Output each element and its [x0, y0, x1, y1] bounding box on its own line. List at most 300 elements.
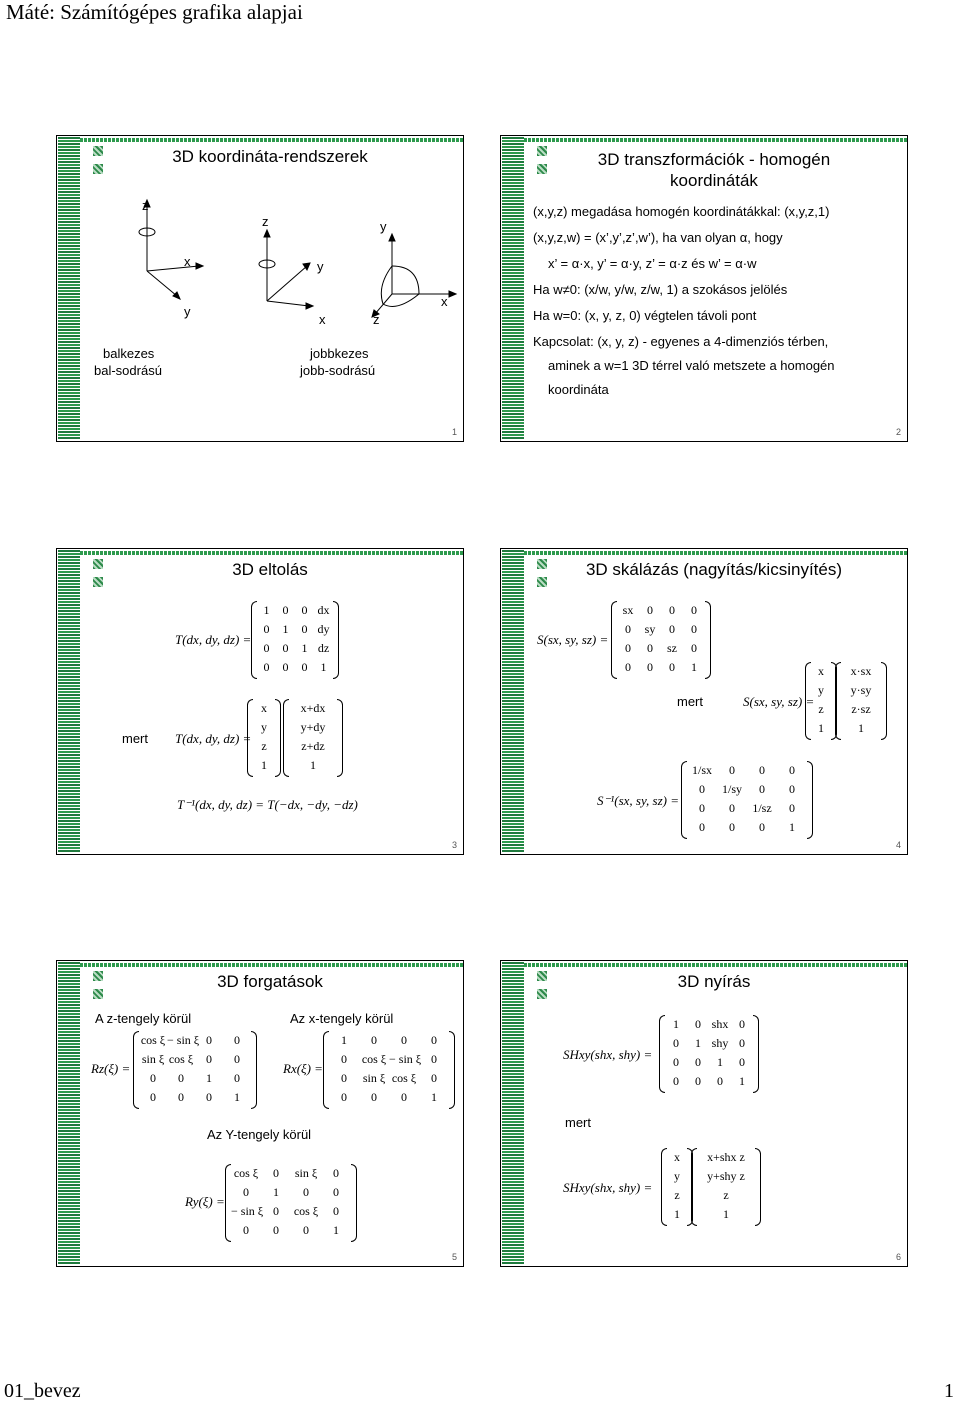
vector-row — [667, 1167, 687, 1186]
matrix-cell: 0 — [789, 782, 795, 796]
matrix-row — [687, 799, 807, 818]
matrix-bracket — [755, 1148, 761, 1226]
matrix-bracket — [323, 1031, 329, 1109]
matrix-cell: 0 — [263, 660, 270, 674]
footer-page-number: 1 — [944, 1380, 954, 1402]
matrix-cell: 0 — [739, 1017, 745, 1031]
matrix-row — [231, 1202, 351, 1221]
axis-label-z: z — [142, 198, 149, 213]
text-line: aminek a w=1 3D térrel való metszete a homogén — [548, 358, 835, 373]
vector-row — [253, 699, 275, 718]
matrix-cell: 0 — [206, 1090, 212, 1104]
matrix-cell: 0 — [243, 1223, 249, 1237]
matrix-row — [329, 1031, 449, 1050]
matrix-cell: 0 — [739, 1055, 745, 1069]
matrix-cell: 0 — [695, 1017, 701, 1031]
matrix-cell: 1 — [739, 1074, 745, 1088]
inverse-translation: T⁻¹(dx, dy, dz) = T(−dx, −dy, −dz) — [177, 797, 358, 812]
matrix-cell: 0 — [206, 1033, 212, 1047]
vector-row — [289, 737, 337, 756]
matrix-cell: 0 — [691, 622, 697, 636]
slide-number: 3 — [451, 840, 457, 850]
matrix-bracket — [275, 699, 281, 777]
slide-stripe — [502, 137, 524, 440]
input-vector — [811, 662, 831, 738]
matrix-bracket — [351, 1164, 357, 1242]
matrix-row — [231, 1221, 351, 1240]
rz-lhs: Rz(ξ) = — [91, 1061, 131, 1076]
slide-number: 1 — [451, 427, 457, 437]
shear-matrix — [665, 1015, 753, 1091]
matrix-cell: dz — [317, 641, 330, 655]
matrix-bracket — [333, 601, 339, 679]
matrix-cell: 1 — [273, 1185, 279, 1199]
vector-row — [697, 1186, 755, 1205]
matrix-row — [665, 1053, 753, 1072]
left-caption-line2: bal-sodrású — [94, 363, 162, 378]
matrix-cell: 0 — [282, 641, 289, 655]
vector-row — [667, 1148, 687, 1167]
text-line: x’ = α·x, y’ = α·y, z’ = α·z és w’ = α·w — [548, 256, 757, 271]
matrix-cell: 0 — [739, 1036, 745, 1050]
matrix-cell: 1 — [320, 660, 327, 674]
matrix-cell: 0 — [263, 622, 270, 636]
matrix-cell: 0 — [431, 1052, 437, 1066]
vector-cell: 1 — [674, 1207, 680, 1221]
matrix-row — [665, 1015, 753, 1034]
slide-title: 3D nyírás — [677, 972, 751, 991]
matrix-cell: sz — [667, 641, 677, 655]
matrix-cell: 1 — [282, 622, 289, 636]
matrix-cell: 0 — [431, 1071, 437, 1085]
matrix-cell: 0 — [729, 801, 735, 815]
matrix-cell: 0 — [303, 1223, 309, 1237]
matrix-cell: 0 — [695, 1055, 701, 1069]
matrix-cell: 1/sy — [721, 782, 742, 796]
vector-row — [667, 1186, 687, 1205]
matrix-cell: 0 — [673, 1074, 679, 1088]
matrix-cell: − sin ξ — [167, 1033, 200, 1047]
matrix-cell: 0 — [699, 782, 705, 796]
matrix-cell: 1 — [341, 1033, 347, 1047]
mert-label: mert — [122, 731, 148, 746]
vector-row — [697, 1205, 755, 1224]
slide-topbar — [80, 963, 463, 967]
rz-matrix — [139, 1031, 251, 1107]
matrix-bracket — [807, 761, 813, 839]
slide-stripe — [58, 962, 80, 1265]
matrix-cell: − sin ξ — [389, 1052, 422, 1066]
vector-row — [841, 662, 881, 681]
matrix-cell: 1 — [789, 820, 795, 834]
axis-label-x: x — [184, 254, 191, 269]
vector-row — [811, 719, 831, 738]
matrix-cell: sx — [622, 603, 634, 617]
matrix-cell: 0 — [234, 1052, 240, 1066]
matrix-row — [139, 1050, 251, 1069]
matrix-row — [329, 1069, 449, 1088]
matrix-cell: 0 — [625, 622, 631, 636]
mert-label: mert — [677, 694, 703, 709]
left-caption-line1: balkezes — [103, 346, 155, 361]
matrix-cell: 1 — [206, 1071, 212, 1085]
matrix-cell: 0 — [431, 1033, 437, 1047]
shear-lhs-applied: SHxy(shx, shy) = — [563, 1180, 653, 1195]
matrix-cell: 0 — [341, 1090, 347, 1104]
matrix-cell: 1 — [234, 1090, 240, 1104]
matrix-cell: cos ξ — [361, 1052, 387, 1066]
slide-stripe — [58, 137, 80, 440]
matrix-bracket — [835, 662, 841, 740]
matrix-cell: 0 — [647, 660, 653, 674]
matrix-row — [687, 761, 807, 780]
axis-label-z: z — [373, 312, 380, 327]
shear-lhs: SHxy(shx, shy) = — [563, 1047, 653, 1062]
matrix-cell: 0 — [303, 1185, 309, 1199]
slide-topbar — [524, 963, 907, 967]
slide-title: 3D eltolás — [232, 560, 308, 579]
text-line: (x,y,z,w) = (x’,y’,z’,w’), ha van olyan α, hogy — [533, 230, 783, 245]
text-line: koordináta — [548, 382, 609, 397]
matrix-cell: 1/sz — [752, 801, 772, 815]
slide-number: 4 — [895, 840, 901, 850]
matrix-row — [139, 1088, 251, 1107]
ry-lhs: Ry(ξ) = — [185, 1194, 225, 1209]
slide-title: 3D koordináta-rendszerek — [172, 147, 368, 166]
translation-lhs: T(dx, dy, dz) = — [175, 632, 252, 647]
matrix-cell: 0 — [243, 1185, 249, 1199]
matrix-cell: 0 — [301, 660, 308, 674]
matrix-cell: cos ξ — [391, 1071, 417, 1085]
vector-cell: z·sz — [851, 702, 871, 716]
slide-number: 2 — [895, 427, 901, 437]
slide-1 — [56, 135, 464, 442]
mert-label: mert — [565, 1115, 591, 1130]
inverse-scaling-matrix — [687, 761, 807, 837]
vector-cell: y+shy z — [707, 1169, 745, 1183]
matrix-cell: 0 — [178, 1090, 184, 1104]
matrix-cell: shx — [711, 1017, 729, 1031]
matrix-cell: sin ξ — [294, 1166, 318, 1180]
vector-row — [697, 1167, 755, 1186]
matrix-cell: 0 — [150, 1090, 156, 1104]
vector-row — [253, 756, 275, 775]
axis-label-y: y — [380, 219, 387, 234]
vector-cell: 1 — [310, 758, 316, 772]
scaling-matrix — [617, 601, 705, 677]
slide-number: 6 — [895, 1252, 901, 1262]
matrix-cell: sin ξ — [362, 1071, 386, 1085]
matrix-cell: 0 — [647, 603, 653, 617]
matrix-row — [665, 1034, 753, 1053]
matrix-cell: 0 — [263, 641, 270, 655]
vector-row — [697, 1148, 755, 1167]
matrix-cell: 0 — [301, 603, 308, 617]
matrix-bracket — [225, 1164, 231, 1242]
slide-topbar — [524, 138, 907, 142]
axis-label-x: x — [319, 312, 326, 327]
scaling-lhs: S(sx, sy, sz) = — [537, 632, 609, 647]
matrix-bracket — [247, 699, 253, 777]
text-line: (x,y,z) megadása homogén koordinátákkal: (x,y,z,1) — [533, 204, 830, 219]
matrix-bracket — [805, 662, 811, 740]
matrix-cell: 1 — [333, 1223, 339, 1237]
matrix-cell: dx — [317, 603, 330, 617]
output-vector — [289, 699, 337, 775]
matrix-bracket — [681, 761, 687, 839]
right-caption-line2: jobb-sodrású — [300, 363, 376, 378]
matrix-bracket — [449, 1031, 455, 1109]
matrix-bracket — [691, 1148, 697, 1226]
vector-cell: z — [723, 1188, 729, 1202]
matrix-cell: 1/sx — [691, 763, 712, 777]
slide-number: 5 — [451, 1252, 457, 1262]
vector-row — [841, 681, 881, 700]
matrix-row — [617, 601, 705, 620]
matrix-row — [257, 639, 333, 658]
matrix-bracket — [661, 1148, 667, 1226]
matrix-cell: 0 — [789, 801, 795, 815]
vector-cell: z — [261, 739, 267, 753]
matrix-cell: 0 — [282, 660, 289, 674]
matrix-row — [139, 1031, 251, 1050]
output-vector — [841, 662, 881, 738]
matrix-cell: 0 — [673, 1055, 679, 1069]
matrix-cell: 0 — [333, 1204, 339, 1218]
vector-row — [253, 718, 275, 737]
rx-matrix — [329, 1031, 449, 1107]
matrix-cell: 0 — [625, 660, 631, 674]
scaling-lhs-applied: S(sx, sy, sz) = — [743, 694, 815, 709]
matrix-cell: 0 — [669, 622, 675, 636]
matrix-cell: 0 — [673, 1036, 679, 1050]
footer-filename: 01_bevez — [4, 1380, 81, 1402]
matrix-cell: sy — [644, 622, 656, 636]
z-axis-rotation-label: A z-tengely körül — [95, 1011, 192, 1026]
inverse-scaling-lhs: S⁻¹(sx, sy, sz) = — [597, 793, 679, 808]
matrix-bracket — [611, 601, 617, 679]
matrix-cell: 0 — [729, 820, 735, 834]
matrix-cell: 1 — [673, 1017, 679, 1031]
slide-topbar — [80, 138, 463, 142]
vector-row — [811, 681, 831, 700]
matrix-cell: cos ξ — [233, 1166, 259, 1180]
axis-label-y: y — [317, 259, 324, 274]
vector-cell: 1 — [261, 758, 267, 772]
matrix-cell: 0 — [371, 1090, 377, 1104]
vector-cell: y·sy — [850, 683, 872, 697]
vector-cell: z — [674, 1188, 680, 1202]
input-vector — [253, 699, 275, 775]
matrix-cell: 0 — [234, 1071, 240, 1085]
matrix-cell: − sin ξ — [231, 1204, 264, 1218]
vector-cell: 1 — [818, 721, 824, 735]
matrix-cell: 0 — [699, 820, 705, 834]
x-axis-rotation-label: Az x-tengely körül — [290, 1011, 394, 1026]
matrix-bracket — [705, 601, 711, 679]
axis-label-x: x — [441, 294, 448, 309]
vector-cell: y — [261, 720, 267, 734]
text-line: Kapcsolat: (x, y, z) - egyenes a 4-dimenziós térben, — [533, 334, 829, 349]
matrix-cell: 0 — [273, 1223, 279, 1237]
vector-cell: x — [674, 1150, 680, 1164]
octant-diagram — [357, 226, 457, 326]
vector-cell: x — [818, 664, 824, 678]
matrix-cell: 0 — [333, 1185, 339, 1199]
matrix-cell: 0 — [625, 641, 631, 655]
input-vector — [667, 1148, 687, 1224]
text-line: Ha w=0: (x, y, z, 0) végtelen távoli pont — [533, 308, 757, 323]
matrix-cell: 0 — [789, 763, 795, 777]
matrix-cell: 0 — [401, 1090, 407, 1104]
vector-cell: x+dx — [300, 701, 326, 715]
matrix-cell: 0 — [695, 1074, 701, 1088]
matrix-cell: 0 — [273, 1204, 279, 1218]
matrix-cell: 0 — [341, 1052, 347, 1066]
slide-title-line1: 3D transzformációk - homogén — [597, 150, 831, 169]
matrix-cell: cos ξ — [168, 1052, 194, 1066]
slide-5 — [56, 960, 464, 1267]
matrix-row — [257, 601, 333, 620]
vector-cell: y — [674, 1169, 680, 1183]
ry-matrix — [231, 1164, 351, 1240]
vector-cell: 1 — [723, 1207, 729, 1221]
slide-4 — [500, 548, 908, 855]
matrix-cell: 0 — [282, 603, 289, 617]
matrix-row — [231, 1183, 351, 1202]
vector-cell: x — [261, 701, 267, 715]
rx-lhs: Rx(ξ) = — [283, 1061, 323, 1076]
matrix-row — [257, 620, 333, 639]
matrix-cell: 0 — [333, 1166, 339, 1180]
matrix-cell: 0 — [273, 1166, 279, 1180]
document-header: Máté: Számítógépes grafika alapjai — [6, 0, 303, 24]
matrix-bracket — [881, 662, 887, 740]
matrix-bracket — [283, 699, 289, 777]
slide-title: 3D skálázás (nagyítás/kicsinyítés) — [585, 560, 843, 579]
matrix-cell: 0 — [150, 1071, 156, 1085]
matrix-cell: 0 — [371, 1033, 377, 1047]
matrix-cell: dy — [317, 622, 330, 636]
matrix-cell: 0 — [234, 1033, 240, 1047]
matrix-row — [617, 639, 705, 658]
matrix-cell: 1 — [431, 1090, 437, 1104]
vector-row — [289, 756, 337, 775]
matrix-cell: 0 — [691, 603, 697, 617]
slide-topbar — [80, 551, 463, 555]
vector-row — [811, 700, 831, 719]
matrix-cell: cos ξ — [140, 1033, 166, 1047]
slide-stripe — [502, 550, 524, 853]
right-caption-line1: jobbkezes — [310, 346, 369, 361]
matrix-cell: 0 — [401, 1033, 407, 1047]
translation-matrix — [257, 601, 333, 677]
vector-row — [289, 718, 337, 737]
matrix-cell: 1 — [301, 641, 308, 655]
matrix-cell: sin ξ — [141, 1052, 165, 1066]
vector-row — [253, 737, 275, 756]
vector-row — [841, 700, 881, 719]
matrix-cell: 0 — [647, 641, 653, 655]
matrix-cell: 1 — [695, 1036, 701, 1050]
matrix-cell: 0 — [178, 1071, 184, 1085]
matrix-row — [329, 1050, 449, 1069]
matrix-row — [617, 658, 705, 677]
matrix-bracket — [133, 1031, 139, 1109]
left-handed-axes-diagram — [87, 196, 197, 316]
axis-label-z: z — [262, 214, 269, 229]
matrix-bracket — [251, 1031, 257, 1109]
matrix-cell: shy — [711, 1036, 729, 1050]
vector-cell: z — [818, 702, 824, 716]
matrix-cell: 0 — [759, 782, 765, 796]
axis-label-y: y — [184, 304, 191, 319]
matrix-bracket — [337, 699, 343, 777]
matrix-row — [687, 818, 807, 837]
matrix-row — [139, 1069, 251, 1088]
vector-cell: y+dy — [300, 720, 326, 734]
vector-cell: x·sx — [850, 664, 872, 678]
slide-topbar — [524, 551, 907, 555]
matrix-row — [665, 1072, 753, 1091]
slide-2 — [500, 135, 908, 442]
matrix-cell: 1 — [263, 603, 270, 617]
slide-3 — [56, 548, 464, 855]
matrix-row — [329, 1088, 449, 1107]
slide-title: 3D forgatások — [217, 972, 323, 991]
matrix-cell: 0 — [699, 801, 705, 815]
text-line: Ha w≠0: (x/w, y/w, z/w, 1) a szokásos jelölés — [533, 282, 788, 297]
right-handed-axes-diagram — [247, 226, 327, 316]
vector-row — [811, 662, 831, 681]
vector-row — [841, 719, 881, 738]
matrix-cell: 0 — [729, 763, 735, 777]
matrix-bracket — [659, 1015, 665, 1093]
vector-cell: y — [818, 683, 824, 697]
matrix-row — [257, 658, 333, 677]
matrix-cell: 0 — [206, 1052, 212, 1066]
vector-row — [667, 1205, 687, 1224]
matrix-cell: 1 — [717, 1055, 723, 1069]
y-axis-rotation-label: Az Y-tengely körül — [207, 1127, 312, 1142]
matrix-bracket — [251, 601, 257, 679]
matrix-row — [617, 620, 705, 639]
matrix-cell: 0 — [341, 1071, 347, 1085]
matrix-cell: 0 — [759, 820, 765, 834]
matrix-cell: 0 — [717, 1074, 723, 1088]
matrix-cell: 0 — [759, 763, 765, 777]
matrix-bracket — [753, 1015, 759, 1093]
matrix-cell: 0 — [669, 660, 675, 674]
vector-cell: x+shx z — [707, 1150, 745, 1164]
slide-title-line2: koordináták — [670, 171, 758, 190]
vector-cell: z+dz — [301, 739, 325, 753]
matrix-cell: 1 — [691, 660, 697, 674]
matrix-cell: cos ξ — [293, 1204, 319, 1218]
slide-stripe — [502, 962, 524, 1265]
matrix-cell: 0 — [691, 641, 697, 655]
matrix-cell: 0 — [669, 603, 675, 617]
output-vector — [697, 1148, 755, 1224]
vector-cell: 1 — [858, 721, 864, 735]
matrix-cell: 0 — [301, 622, 308, 636]
slide-6 — [500, 960, 908, 1267]
slide-stripe — [58, 550, 80, 853]
matrix-row — [231, 1164, 351, 1183]
vector-row — [289, 699, 337, 718]
matrix-row — [687, 780, 807, 799]
translation-lhs-applied: T(dx, dy, dz) = — [175, 731, 252, 746]
